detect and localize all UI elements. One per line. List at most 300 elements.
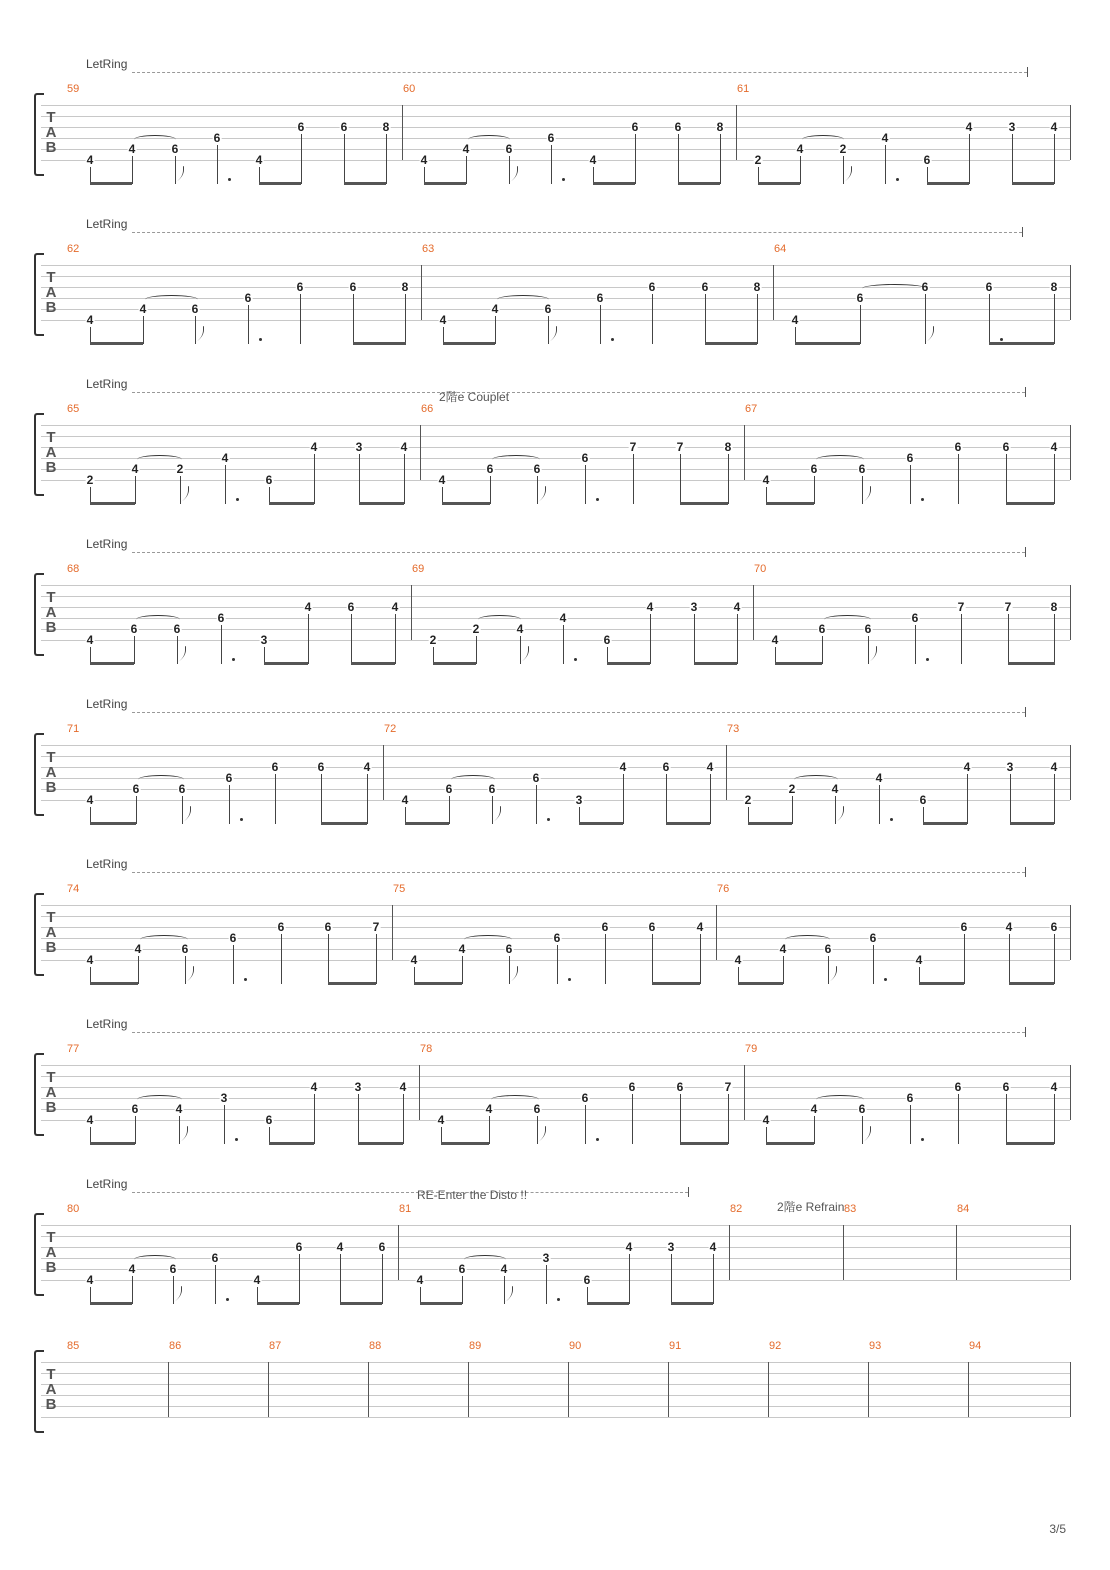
fret-number: 4 <box>438 473 446 487</box>
note-stem <box>814 1116 815 1144</box>
eighth-flag <box>182 806 191 822</box>
fret-number: 4 <box>1050 440 1058 454</box>
fret-number: 4 <box>363 760 371 774</box>
let-ring-end-mark <box>1025 547 1026 557</box>
note-beam <box>353 342 406 345</box>
tab-clef-letter: B <box>45 779 57 796</box>
barline <box>668 1362 669 1417</box>
string-line <box>41 127 1070 128</box>
note-beam <box>269 502 314 505</box>
note-stem <box>136 796 137 824</box>
fret-number: 6 <box>674 120 682 134</box>
note-beam <box>433 662 476 665</box>
let-ring-label: LetRing <box>86 1177 128 1191</box>
tab-clef-letter: T <box>46 589 56 606</box>
fret-number: 6 <box>911 611 919 625</box>
fret-number: 4 <box>416 1273 424 1287</box>
string-line <box>41 1269 1070 1270</box>
note-stem <box>958 1094 959 1144</box>
string-line <box>41 1098 1070 1099</box>
fret-number: 6 <box>296 280 304 294</box>
fret-number: 6 <box>856 291 864 305</box>
note-beam <box>90 1302 132 1305</box>
eighth-flag <box>520 646 529 662</box>
note-stem <box>563 625 564 664</box>
measure-number: 65 <box>67 403 80 415</box>
eighth-flag <box>862 486 871 502</box>
string-line <box>41 1373 1070 1374</box>
fret-number: 2 <box>839 142 847 156</box>
let-ring-label: LetRing <box>86 377 128 391</box>
note-beam <box>405 822 449 825</box>
fret-number: 4 <box>810 1102 818 1116</box>
measure-number: 63 <box>422 243 435 255</box>
eighth-flag <box>509 966 518 982</box>
slur-tie <box>138 775 184 784</box>
fret-number: 6 <box>505 942 513 956</box>
eighth-flag <box>175 166 184 182</box>
fret-number: 4 <box>439 313 447 327</box>
fret-number: 8 <box>716 120 724 134</box>
slur-tie <box>816 455 864 464</box>
measure-number: 78 <box>420 1043 433 1055</box>
measure-number: 60 <box>403 83 416 95</box>
string-line <box>41 1120 1070 1121</box>
note-stem <box>551 145 552 184</box>
dotted-rhythm <box>596 498 599 501</box>
eighth-flag <box>492 806 501 822</box>
note-stem <box>989 294 990 344</box>
fret-number: 6 <box>244 291 252 305</box>
tab-clef-letter: B <box>45 1396 57 1413</box>
note-stem <box>134 636 135 664</box>
string-line <box>41 436 1070 437</box>
note-stem <box>225 465 226 504</box>
string-line <box>41 480 1070 481</box>
note-stem <box>215 1265 216 1304</box>
note-stem <box>814 476 815 504</box>
barline <box>1070 905 1071 960</box>
fret-number: 6 <box>818 622 826 636</box>
fret-number: 4 <box>589 153 597 167</box>
barline <box>419 1065 420 1120</box>
fret-number: 4 <box>500 1262 508 1276</box>
string-line <box>41 800 1070 801</box>
tab-clef-letter: A <box>45 764 57 781</box>
fret-number: 7 <box>372 920 380 934</box>
fret-number: 4 <box>128 1262 136 1276</box>
barline <box>420 425 421 480</box>
note-stem <box>635 134 636 184</box>
fret-number: 4 <box>791 313 799 327</box>
eighth-flag <box>835 806 844 822</box>
fret-number: 6 <box>824 942 832 956</box>
slur-tie <box>794 775 838 784</box>
fret-number: 2 <box>86 473 94 487</box>
note-stem <box>585 1105 586 1144</box>
fret-number: 4 <box>86 793 94 807</box>
fret-number: 4 <box>437 1113 445 1127</box>
barline <box>744 1065 745 1120</box>
fret-number: 6 <box>505 142 513 156</box>
measure-number: 87 <box>269 1340 282 1352</box>
string-line <box>41 1417 1070 1418</box>
note-stem <box>915 625 916 664</box>
measure-number: 86 <box>169 1340 182 1352</box>
fret-number: 7 <box>724 1080 732 1094</box>
fret-number: 6 <box>701 280 709 294</box>
note-stem <box>958 454 959 504</box>
tab-clef-letter: T <box>46 269 56 286</box>
note-beam <box>351 662 395 665</box>
fret-number: 4 <box>516 622 524 636</box>
fret-number: 4 <box>86 953 94 967</box>
fret-number: 4 <box>963 760 971 774</box>
string-line <box>41 949 1070 950</box>
fret-number: 3 <box>1008 120 1016 134</box>
tab-clef-letter: A <box>45 284 57 301</box>
note-stem <box>476 636 477 664</box>
fret-number: 4 <box>462 142 470 156</box>
fret-number: 4 <box>131 462 139 476</box>
note-beam <box>90 182 132 185</box>
fret-number: 4 <box>253 1273 261 1287</box>
note-beam <box>90 1142 135 1145</box>
fret-number: 6 <box>349 280 357 294</box>
let-ring-end-mark <box>1025 707 1026 717</box>
dotted-rhythm <box>926 658 929 661</box>
fret-number: 6 <box>581 1091 589 1105</box>
note-beam <box>587 1302 629 1305</box>
fret-number: 6 <box>628 1080 636 1094</box>
fret-number: 6 <box>553 931 561 945</box>
note-beam <box>90 822 136 825</box>
eighth-flag <box>537 1126 546 1142</box>
note-stem <box>680 454 681 504</box>
slur-tie <box>134 1255 176 1264</box>
fret-number: 6 <box>648 920 656 934</box>
tab-clef-letter: A <box>45 1084 57 1101</box>
fret-number: 6 <box>225 771 233 785</box>
note-stem <box>489 1116 490 1144</box>
fret-number: 4 <box>491 302 499 316</box>
measure-number: 73 <box>727 723 740 735</box>
fret-number: 6 <box>191 302 199 316</box>
eighth-flag <box>843 166 852 182</box>
fret-number: 4 <box>304 600 312 614</box>
measure-number: 85 <box>67 1340 80 1352</box>
string-line <box>41 585 1070 586</box>
eighth-flag <box>504 1286 513 1302</box>
barline <box>398 1225 399 1280</box>
note-stem <box>652 934 653 984</box>
note-stem <box>314 454 315 504</box>
fret-number: 4 <box>134 942 142 956</box>
note-beam <box>666 822 710 825</box>
fret-number: 6 <box>181 942 189 956</box>
note-beam <box>923 822 967 825</box>
note-stem <box>221 625 222 664</box>
fret-number: 6 <box>960 920 968 934</box>
note-beam <box>90 502 135 505</box>
slur-tie <box>134 135 176 144</box>
tab-clef-letter: A <box>45 444 57 461</box>
slur-tie <box>451 775 495 784</box>
fret-number: 6 <box>347 600 355 614</box>
slur-tie <box>137 455 182 464</box>
measure-number: 72 <box>384 723 397 735</box>
fret-number: 4 <box>559 611 567 625</box>
fret-number: 4 <box>86 633 94 647</box>
barline <box>1070 745 1071 800</box>
string-line <box>41 1362 1070 1363</box>
page-number: 3/5 <box>1049 1522 1066 1536</box>
note-stem <box>910 465 911 504</box>
string-line <box>41 778 1070 779</box>
note-beam <box>442 502 490 505</box>
fret-number: 6 <box>601 920 609 934</box>
fret-number: 4 <box>619 760 627 774</box>
note-stem <box>135 476 136 504</box>
fret-number: 6 <box>486 462 494 476</box>
fret-number: 6 <box>169 1262 177 1276</box>
note-beam <box>1008 662 1055 665</box>
fret-number: 6 <box>869 931 877 945</box>
barline <box>1070 425 1071 480</box>
measure-number: 82 <box>730 1203 743 1215</box>
fret-number: 4 <box>696 920 704 934</box>
fret-number: 4 <box>771 633 779 647</box>
let-ring-dashes <box>132 872 1025 873</box>
fret-number: 3 <box>260 633 268 647</box>
note-stem <box>1054 934 1055 984</box>
fret-number: 6 <box>906 451 914 465</box>
fret-number: 4 <box>221 451 229 465</box>
let-ring-dashes <box>132 392 1025 393</box>
fret-number: 4 <box>86 1273 94 1287</box>
fret-number: 2 <box>176 462 184 476</box>
string-line <box>41 116 1070 117</box>
eighth-flag <box>177 646 186 662</box>
note-stem <box>873 945 874 984</box>
barline <box>773 265 774 320</box>
fret-number: 4 <box>1050 120 1058 134</box>
fret-number: 6 <box>297 120 305 134</box>
fret-number: 4 <box>733 600 741 614</box>
string-line <box>41 905 1070 906</box>
slur-tie <box>145 295 198 304</box>
fret-number: 6 <box>173 622 181 636</box>
let-ring-dashes <box>132 712 1025 713</box>
fret-number: 2 <box>754 153 762 167</box>
eighth-flag <box>537 486 546 502</box>
slur-tie <box>497 295 549 304</box>
fret-number: 4 <box>86 153 94 167</box>
let-ring-dashes <box>132 72 1027 73</box>
fret-number: 6 <box>132 782 140 796</box>
dotted-rhythm <box>884 978 887 981</box>
fret-number: 6 <box>662 760 670 774</box>
note-stem <box>705 294 706 344</box>
measure-number: 66 <box>421 403 434 415</box>
slur-tie <box>802 135 844 144</box>
measure-number: 71 <box>67 723 80 735</box>
fret-number: 4 <box>86 313 94 327</box>
note-stem <box>800 156 801 184</box>
fret-number: 3 <box>690 600 698 614</box>
string-line <box>41 138 1070 139</box>
note-beam <box>90 662 134 665</box>
string-line <box>41 105 1070 106</box>
measure-number: 90 <box>569 1340 582 1352</box>
string-line <box>41 447 1070 448</box>
fret-number: 4 <box>139 302 147 316</box>
note-beam <box>758 182 800 185</box>
eighth-flag <box>828 966 837 982</box>
string-line <box>41 596 1070 597</box>
fret-number: 4 <box>410 953 418 967</box>
fret-number: 4 <box>336 1240 344 1254</box>
note-beam <box>264 662 308 665</box>
eighth-flag <box>173 1286 182 1302</box>
slur-tie <box>140 935 188 944</box>
note-stem <box>964 934 965 984</box>
note-stem <box>967 774 968 824</box>
note-stem <box>395 614 396 664</box>
fret-number: 6 <box>488 782 496 796</box>
note-beam <box>680 502 728 505</box>
let-ring-end-mark <box>1027 67 1028 77</box>
note-beam <box>1009 982 1054 985</box>
string-line <box>41 1109 1070 1110</box>
fret-number: 6 <box>581 451 589 465</box>
string-line <box>41 756 1070 757</box>
tab-clef-letter: T <box>46 1229 56 1246</box>
dotted-rhythm <box>1000 338 1003 341</box>
slur-tie <box>491 1095 539 1104</box>
note-stem <box>132 1276 133 1304</box>
fret-number: 6 <box>217 611 225 625</box>
string-line <box>41 276 1070 277</box>
fret-number: 4 <box>400 440 408 454</box>
note-beam <box>795 342 860 345</box>
fret-number: 6 <box>458 1262 466 1276</box>
note-stem <box>281 934 282 984</box>
fret-number: 6 <box>985 280 993 294</box>
fret-number: 4 <box>458 942 466 956</box>
tab-clef-letter: T <box>46 909 56 926</box>
note-stem <box>328 934 329 984</box>
tab-clef-letter: B <box>45 619 57 636</box>
fret-number: 8 <box>753 280 761 294</box>
barline <box>744 425 745 480</box>
dotted-rhythm <box>547 818 550 821</box>
dotted-rhythm <box>236 498 239 501</box>
fret-number: 6 <box>131 1102 139 1116</box>
measure-number: 75 <box>393 883 406 895</box>
note-beam <box>705 342 757 345</box>
note-stem <box>495 316 496 344</box>
slur-tie <box>492 455 540 464</box>
fret-number: 4 <box>128 142 136 156</box>
note-beam <box>424 182 466 185</box>
note-stem <box>666 774 667 824</box>
dotted-rhythm <box>235 1138 238 1141</box>
note-stem <box>275 774 276 824</box>
let-ring-label: LetRing <box>86 857 128 871</box>
note-beam <box>766 1142 814 1145</box>
barline <box>1070 585 1071 640</box>
string-line <box>41 789 1070 790</box>
fret-number: 4 <box>796 142 804 156</box>
fret-number: 3 <box>667 1240 675 1254</box>
note-stem <box>1054 774 1055 824</box>
note-beam <box>766 502 814 505</box>
note-stem <box>728 1094 729 1144</box>
note-stem <box>449 796 450 824</box>
dotted-rhythm <box>574 658 577 661</box>
barline <box>1070 1065 1071 1120</box>
note-stem <box>359 454 360 504</box>
fret-number: 3 <box>355 440 363 454</box>
let-ring-label: LetRing <box>86 217 128 231</box>
note-beam <box>680 1142 728 1145</box>
fret-number: 6 <box>277 920 285 934</box>
note-stem <box>217 145 218 184</box>
note-stem <box>132 156 133 184</box>
dotted-rhythm <box>890 818 893 821</box>
slur-tie <box>824 615 871 624</box>
fret-number: 8 <box>382 120 390 134</box>
note-beam <box>321 822 367 825</box>
dotted-rhythm <box>568 978 571 981</box>
barline <box>1070 265 1071 320</box>
fret-number: 4 <box>310 1080 318 1094</box>
fret-number: 6 <box>229 931 237 945</box>
note-stem <box>783 956 784 984</box>
slur-tie <box>464 1255 506 1264</box>
note-beam <box>607 662 650 665</box>
tab-clef-letter: A <box>45 924 57 941</box>
dotted-rhythm <box>557 1298 560 1301</box>
note-stem <box>623 774 624 824</box>
measure-number: 69 <box>412 563 425 575</box>
slur-tie <box>478 615 521 624</box>
eighth-flag <box>509 166 518 182</box>
barline <box>421 265 422 320</box>
fret-number: 4 <box>399 1080 407 1094</box>
note-stem <box>737 614 738 664</box>
dotted-rhythm <box>611 338 614 341</box>
string-line <box>41 1087 1070 1088</box>
measure-number: 84 <box>957 1203 970 1215</box>
fret-number: 4 <box>762 1113 770 1127</box>
note-stem <box>1054 454 1055 504</box>
fret-number: 6 <box>858 1102 866 1116</box>
fret-number: 6 <box>676 1080 684 1094</box>
note-stem <box>300 294 301 344</box>
tab-clef-letter: T <box>46 1366 56 1383</box>
fret-number: 4 <box>255 153 263 167</box>
fret-number: 6 <box>265 1113 273 1127</box>
fret-number: 6 <box>171 142 179 156</box>
string-line <box>41 1280 1070 1281</box>
note-stem <box>969 134 970 184</box>
note-stem <box>536 785 537 824</box>
measure-number: 59 <box>67 83 80 95</box>
barline <box>168 1362 169 1417</box>
string-line <box>41 767 1070 768</box>
